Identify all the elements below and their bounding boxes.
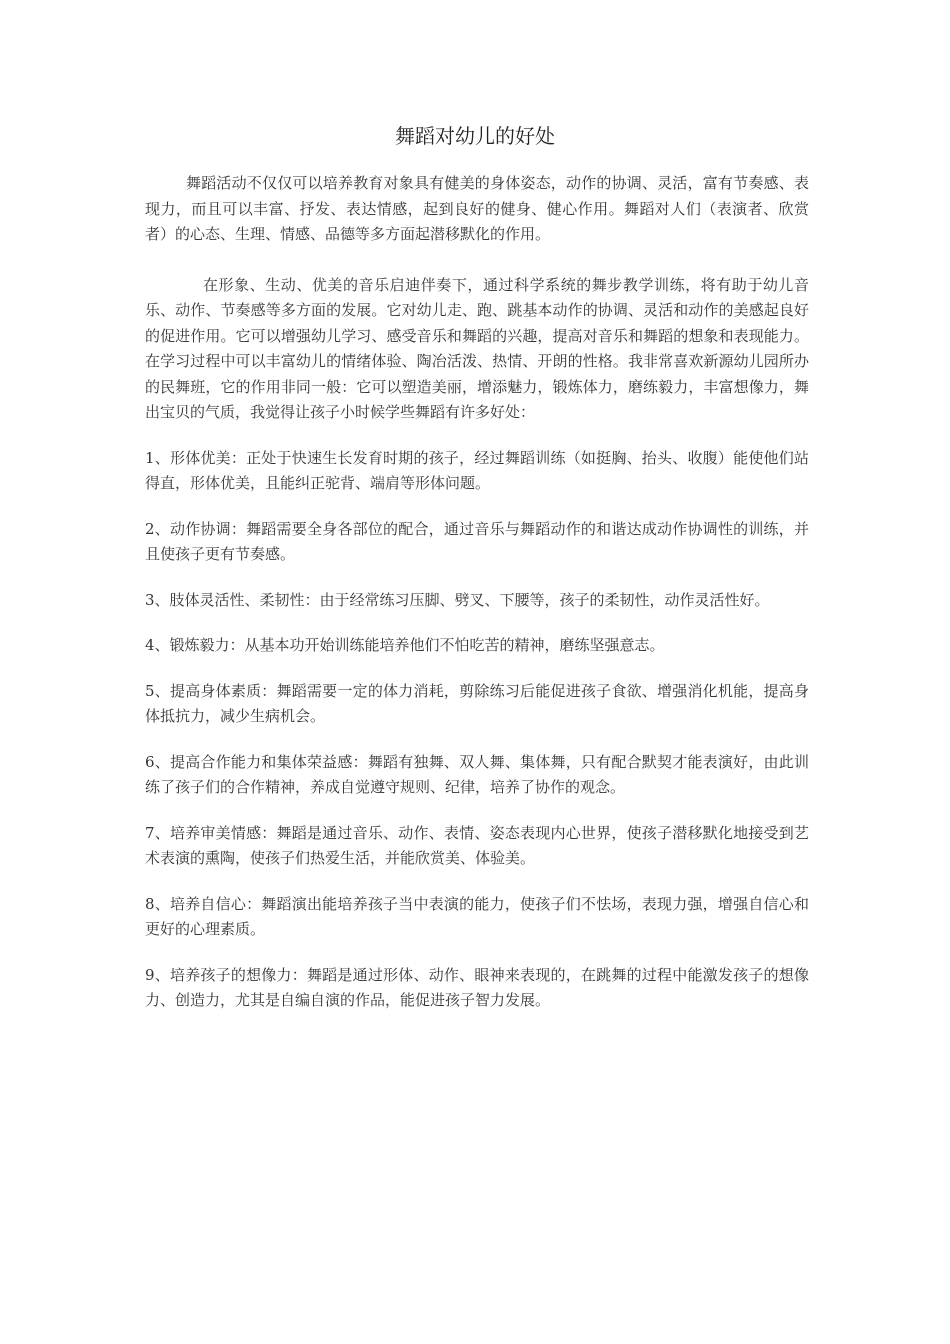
- paragraph-spacer: [145, 248, 809, 273]
- document-body: [145, 171, 809, 1014]
- paragraph-spacer: [145, 497, 809, 517]
- intro-paragraph-2: 在形象、生动、优美的音乐启迪伴奏下，通过科学系统的舞步教学训练，将有助于幼儿音乐、动作、节奏感等多方面的发展。它对幼儿走、跑、跳基本动作的协调、灵活和动作的美感起良好的促进作用。它可以增强幼儿学习、感受音乐和舞蹈的兴趣，提高对音乐和舞蹈的想象和表现能力。在学习过程中可以丰富幼儿的情绪体验、陶冶活泼、热情、开朗的性格。我非常喜欢新源幼儿园所办的民舞班，它的作用非同一般：它可以塑造美丽，增添魅力，锻炼体力，磨练毅力，丰富想像力，舞出宝贝的气质，我觉得让孩子小时候学些舞蹈有许多好处：: [145, 275, 809, 421]
- paragraph-spacer: [145, 943, 809, 963]
- benefit-item-1: 1、形体优美：正处于快速生长发育时期的孩子，经过舞蹈训练（如挺胸、抬头、收腹）能使他们站得直，形体优美，且能纠正驼背、端肩等形体问题。: [145, 448, 809, 492]
- paragraph-spacer: [145, 730, 809, 750]
- paragraph-spacer: [145, 613, 809, 633]
- benefit-item-5: 5、提高身体素质：舞蹈需要一定的体力消耗，剪除练习后能促进孩子食欲、增强消化机能，提高身体抵抗力，减少生病机会。: [145, 681, 809, 725]
- benefit-item-8: 8、培养自信心：舞蹈演出能培养孩子当中表演的能力，使孩子们不怯场，表现力强，增强自信心和更好的心理素质。: [145, 894, 809, 938]
- benefit-item-7: 7、培养审美情感：舞蹈是通过音乐、动作、表情、姿态表现内心世界，使孩子潜移默化地接受到艺术表演的熏陶，使孩子们热爱生活，并能欣赏美、体验美。: [145, 823, 809, 867]
- paragraph-spacer: [145, 659, 809, 679]
- paragraph-spacer: [145, 426, 809, 446]
- paragraph-spacer: [145, 801, 809, 821]
- benefit-item-3: 3、肢体灵活性、柔韧性：由于经常练习压脚、劈叉、下腰等，孩子的柔韧性，动作灵活性好。: [145, 590, 770, 609]
- paragraph-spacer: [145, 568, 809, 588]
- intro-paragraph-1: 舞蹈活动不仅仅可以培养教育对象具有健美的身体姿态，动作的协调、灵活，富有节奏感、表现力，而且可以丰富、抒发、表达情感，起到良好的健身、健心作用。舞蹈对人们（表演者、欣赏者）的心态、生理、情感、品德等多方面起潜移默化的作用。: [145, 174, 809, 243]
- document-title: 舞蹈对幼儿的好处: [395, 124, 555, 148]
- benefit-item-4: 4、锻炼毅力：从基本功开始训练能培养他们不怕吃苦的精神，磨练坚强意志。: [145, 636, 665, 654]
- paragraph-spacer: [145, 872, 809, 892]
- benefit-item-6: 6、提高合作能力和集体荣益感：舞蹈有独舞、双人舞、集体舞，只有配合默契才能表演好，由此训练了孩子们的合作精神，养成自觉遵守规则、纪律，培养了协作的观念。: [145, 752, 809, 796]
- benefit-item-2: 2、动作协调：舞蹈需要全身各部位的配合，通过音乐与舞蹈动作的和谐达成动作协调性的训练，并且使孩子更有节奏感。: [145, 519, 809, 563]
- benefit-item-9: 9、培养孩子的想像力：舞蹈是通过形体、动作、眼神来表现的，在跳舞的过程中能激发孩子的想像力、创造力，尤其是自编自演的作品，能促进孩子智力发展。: [145, 965, 809, 1009]
